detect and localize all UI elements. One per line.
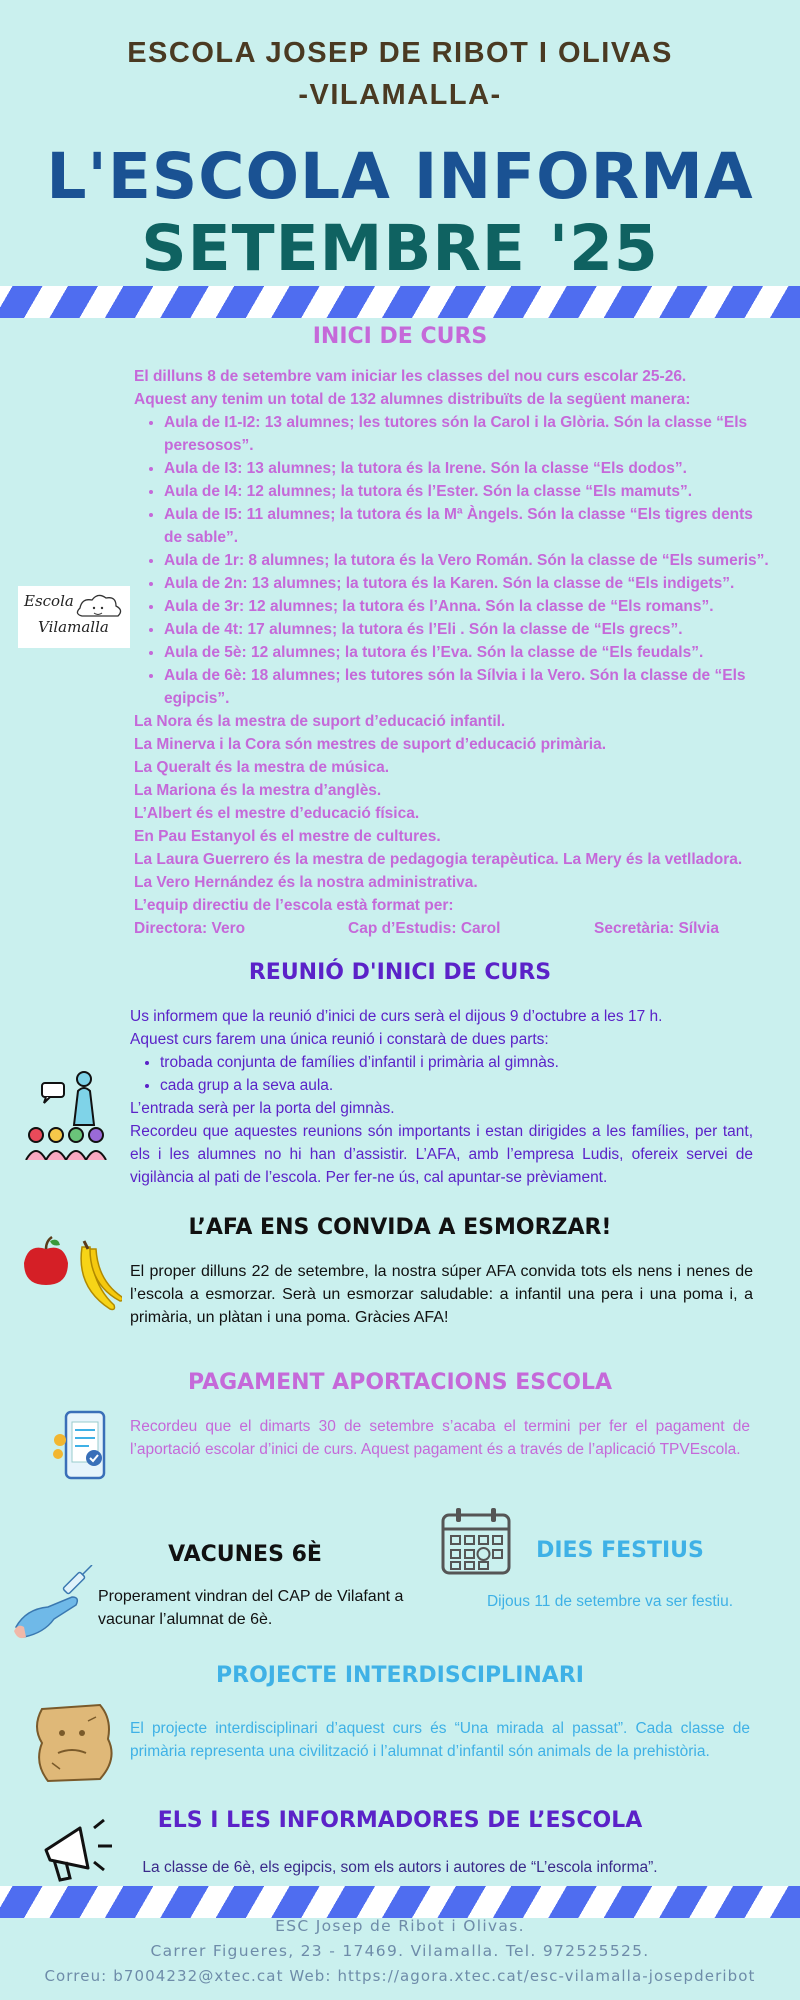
section-title-inici: INICI DE CURS bbox=[312, 324, 488, 349]
staff-line: L’equip directiu de l’escola està format per: bbox=[134, 897, 454, 914]
staff-line: La Vero Hernández és la nostra administrativa. bbox=[134, 874, 478, 891]
list-item: • Aula de 3r: 12 alumnes; la tutora és l’Anna. Són la classe de “Els romans”. bbox=[164, 595, 774, 618]
management-roles bbox=[134, 917, 774, 940]
reunio-list bbox=[130, 1051, 753, 1097]
town-name: -VILAMALLA- bbox=[298, 79, 502, 111]
fruit-illustration bbox=[22, 1235, 122, 1315]
staff-line: L’Albert és el mestre d’educació física. bbox=[134, 805, 420, 822]
stripe-divider-bottom bbox=[0, 1886, 800, 1918]
section-title-projecte: PROJECTE INTERDISCIPLINARI bbox=[216, 1663, 584, 1688]
reunio-p2: Aquest curs farem una única reunió i constarà de dues parts: bbox=[130, 1031, 549, 1048]
section-title-informadors: ELS I LES INFORMADORES DE L’ESCOLA bbox=[157, 1808, 643, 1833]
staff-line: La Laura Guerrero és la mestra de pedagogia terapèutica. La Mery és la vetlladora. bbox=[134, 851, 743, 868]
list-item: • Aula de I4: 12 alumnes; la tutora és l’Ester. Són la classe “Els mamuts”. bbox=[164, 480, 774, 503]
payment-phone-icon bbox=[52, 1410, 114, 1482]
vaccine-syringe-icon bbox=[12, 1565, 97, 1645]
footer-contact: Correu: b7004232@xtec.cat Web: https://agora.xtec.cat/esc-vilamalla-josepderibot bbox=[44, 1967, 756, 1985]
list-item: • Aula de I1-I2: 13 alumnes; les tutores són la Carol i la Glòria. Són la classe “Els peresosos”. bbox=[164, 411, 774, 457]
vacunes-text: Properament vindran del CAP de Vilafant a vacunar l’alumnat de 6è. bbox=[98, 1588, 404, 1628]
informadors-text: La classe de 6è, els egipcis, som els autors i autores de “L’escola informa”. bbox=[142, 1859, 658, 1876]
list-item: • Aula de 4t: 17 alumnes; la tutora és l’Eli . Són la classe de “Els grecs”. bbox=[164, 618, 774, 641]
list-item: • cada grup a la seva aula. bbox=[160, 1074, 753, 1097]
list-item: • Aula de I3: 13 alumnes; la tutora és la Irene. Són la classe “Els dodos”. bbox=[164, 457, 774, 480]
list-item: • trobada conjunta de famílies d’infantil i primària al gimnàs. bbox=[160, 1051, 753, 1074]
school-name bbox=[0, 32, 800, 116]
section-title-vacunes: VACUNES 6È bbox=[168, 1542, 322, 1567]
staff-line: La Minerva i la Cora són mestres de suport d’educació primària. bbox=[134, 736, 607, 753]
list-item: • Aula de 1r: 8 alumnes; la tutora és la Vero Román. Són la classe de “Els sumeris”. bbox=[164, 549, 774, 572]
section-title-festius: DIES FESTIUS bbox=[536, 1538, 704, 1563]
reunio-text bbox=[130, 1005, 753, 1189]
festius-text: Dijous 11 de setembre va ser festiu. bbox=[486, 1593, 734, 1610]
stripe-divider-top bbox=[0, 286, 800, 318]
list-item: • Aula de 5è: 12 alumnes; la tutora és l’Eva. Són la classe de “Els feudals”. bbox=[164, 641, 774, 664]
meeting-people-icon bbox=[22, 1065, 114, 1160]
staff-line: La Queralt és la mestra de música. bbox=[134, 759, 390, 776]
projecte-text: El projecte interdisciplinari d’aquest curs és “Una mirada al passat”. Cada classe de primària representa una civilització i l’alumnat d’infantil són animals de la prehistòria. bbox=[130, 1720, 750, 1760]
staff-line: En Pau Estanyol és el mestre de cultures. bbox=[134, 828, 441, 845]
inici-text bbox=[134, 365, 774, 940]
school-name-line: ESCOLA JOSEP DE RIBOT I OLIVAS bbox=[127, 37, 673, 69]
logo-text-1: Escola bbox=[24, 592, 74, 610]
section-title-afa: L’AFA ENS CONVIDA A ESMORZAR! bbox=[188, 1215, 612, 1240]
inici-intro-2: Aquest any tenim un total de 132 alumnes distribuïts de la següent manera: bbox=[134, 391, 691, 408]
list-item: • Aula de 2n: 13 alumnes; la tutora és la Karen. Són la classe de “Els indigets”. bbox=[164, 572, 774, 595]
footer-address: Carrer Figueres, 23 - 17469. Vilamalla. Tel. 972525525. bbox=[150, 1942, 650, 1960]
list-item: • Aula de 6è: 18 alumnes; les tutores són la Sílvia i la Vero. Són la classe de “Els egipcis”. bbox=[164, 664, 774, 710]
role-head-of-studies: Cap d’Estudis: Carol bbox=[348, 920, 501, 937]
staff-line: La Nora és la mestra de suport d’educació infantil. bbox=[134, 713, 506, 730]
school-logo bbox=[18, 586, 130, 648]
pagament-text: Recordeu que el dimarts 30 de setembre s’acaba el termini per fer el pagament de l’aportació escolar d’inici de curs. Aquest pagament és a través de l’aplicació TPVEscola. bbox=[130, 1418, 750, 1458]
afa-text: El proper dilluns 22 de setembre, la nostra súper AFA convida tots els nens i nenes de l’escola a esmorzar. Serà un esmorzar saludable: a infantil una pera i una poma i, a primària, un plàtan i una poma. Gràcies AFA! bbox=[130, 1263, 753, 1326]
section-title-reunio: REUNIÓ D'INICI DE CURS bbox=[248, 960, 552, 985]
role-director: Directora: Vero bbox=[134, 920, 246, 937]
newsletter-title: L'ESCOLA INFORMA bbox=[46, 140, 754, 213]
staff-line: La Mariona és la mestra d’anglès. bbox=[134, 782, 382, 799]
section-title-pagament: PAGAMENT APORTACIONS ESCOLA bbox=[187, 1370, 613, 1395]
reunio-p1: Us informem que la reunió d’inici de curs serà el dijous 9 d’octubre a les 17 h. bbox=[130, 1008, 663, 1025]
list-item: • Aula de I5: 11 alumnes; la tutora és la Mª Àngels. Són la classe “Els tigres dents de sable”. bbox=[164, 503, 774, 549]
newsletter-month: SETEMBRE '25 bbox=[141, 212, 659, 285]
reunio-p3: L’entrada serà per la porta del gimnàs. bbox=[130, 1100, 395, 1117]
class-list bbox=[134, 411, 774, 710]
banana-icon bbox=[81, 1241, 122, 1310]
footer-school: ESC Josep de Ribot i Olivas. bbox=[275, 1917, 525, 1935]
ancient-tablet-icon bbox=[28, 1703, 123, 1783]
inici-intro-1: El dilluns 8 de setembre vam iniciar les classes del nou curs escolar 25-26. bbox=[134, 368, 687, 385]
role-secretary: Secretària: Sílvia bbox=[594, 920, 719, 937]
logo-text-2: Vilamalla bbox=[38, 618, 109, 636]
calendar-icon bbox=[440, 1505, 512, 1577]
reunio-p4: Recordeu que aquestes reunions són importants i estan dirigides a les famílies, per tant, els i les alumnes no hi han d’assistir. L’AFA, amb l’empresa Ludis, ofereix servei de vigilància al pati de l’escola. Per fer-ne ús, cal apuntar-se prèviament. bbox=[130, 1123, 753, 1186]
apple-icon bbox=[24, 1237, 68, 1285]
